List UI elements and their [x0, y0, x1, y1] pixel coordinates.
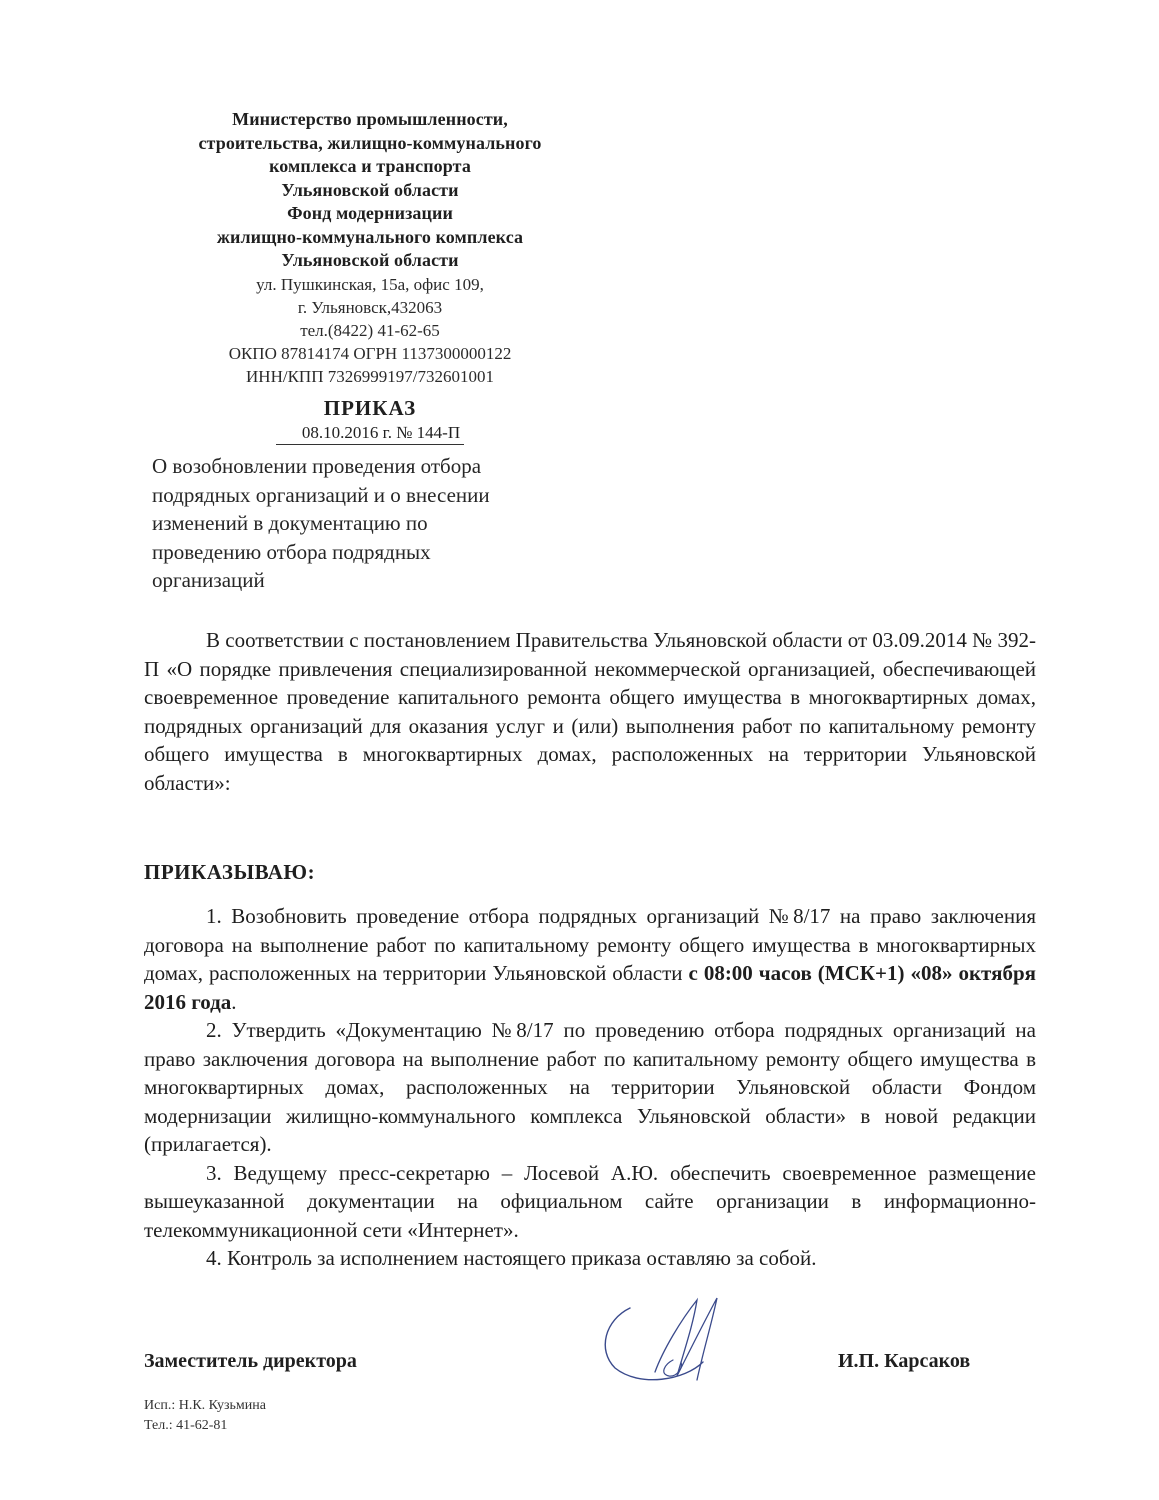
subject-line: организаций	[152, 568, 265, 592]
executor-phone: Тел.: 41-62-81	[144, 1418, 228, 1433]
letterhead	[160, 108, 580, 445]
org-line-1: Министерство промышленности,	[232, 109, 508, 129]
subject-line: подрядных организаций и о внесении	[152, 482, 490, 507]
address-line-1: ул. Пушкинская, 15а, офис 109,	[256, 274, 484, 294]
item-1-end: .	[231, 989, 237, 1014]
order-title: ПРИКАЗ	[323, 395, 417, 420]
intro-section	[144, 626, 1036, 797]
order-item-4: 4. Контроль за исполнением настоящего приказа оставляю за собой.	[206, 1246, 817, 1270]
order-item-3: 3. Ведущему пресс-секретарю – Лосевой А.Ю. обеспечить своевременное размещение вышеуказанной документации на официальном сайте организации в информационно-телекоммуникационной сети «Интернет».	[144, 1160, 1036, 1242]
subject-line: изменений в документацию по	[152, 511, 428, 535]
org-line-2: строительства, жилищно-коммунального	[198, 132, 542, 153]
order-subject	[152, 452, 572, 595]
item-1-date: с 08:00 часов (МСК+1) «08» октября 2016 года	[144, 961, 1036, 1014]
item-1-text: 1. Возобновить проведение отбора подрядных организаций №8/17 на право заключения договора на выполнение работ по капитальному ремонту общего имущества в многоквартирных домах, расположенных на территории Ульяновской области	[144, 904, 1036, 985]
intro-paragraph: В соответствии с постановлением Правительства Ульяновской области от 03.09.2014 № 392-П «О порядке привлечения специализированной некоммерческой организацией, обеспечивающей своевременное проведение капитального ремонта общего имущества в многоквартирных домах, подрядных организаций для оказания услуг и (или) выполнения работ по капитальному ремонту общего имущества в многоквартирных домах, расположенных на территории Ульяновской области»:	[144, 628, 1036, 795]
phone-line: тел.(8422) 41-62-65	[300, 320, 440, 340]
order-items	[144, 902, 1036, 1273]
order-item-2: 2. Утвердить «Документацию №8/17 по проведению отбора подрядных организаций на право заключения договора на выполнение работ по капитальному ремонту общего имущества в многоквартирных домах, расположенных на территории Ульяновской области Фондом модернизации жилищно-коммунального комплекса Ульяновской области» в новой редакции (прилагается).	[144, 1018, 1036, 1156]
org-line-6: жилищно-коммунального комплекса	[216, 226, 524, 247]
executor-info	[144, 1396, 266, 1436]
signatory-position: Заместитель директора	[144, 1350, 357, 1372]
org-line-3: комплекса и транспорта	[269, 156, 471, 176]
handwritten-signature	[585, 1280, 755, 1400]
org-line-7: Ульяновской области	[281, 250, 459, 270]
order-heading: ПРИКАЗЫВАЮ:	[144, 860, 316, 884]
org-line-5: Фонд модернизации	[287, 203, 453, 223]
okpo-ogrn-line: ОКПО 87814174 ОГРН 1137300000122	[228, 343, 512, 363]
signatory-name: И.П. Карсаков	[838, 1350, 971, 1372]
subject-line: О возобновлении проведения отбора	[152, 454, 482, 478]
address-line-2: г. Ульяновск,432063	[297, 297, 443, 317]
order-date-number: 08.10.2016 г. № 144-П	[276, 422, 464, 445]
order-item-1	[144, 902, 1036, 1016]
executor-name: Исп.: Н.К. Кузьмина	[144, 1398, 266, 1413]
inn-kpp-line: ИНН/КПП 7326999197/732601001	[246, 366, 494, 386]
subject-line: проведению отбора подрядных	[152, 539, 431, 564]
org-line-4: Ульяновской области	[281, 179, 459, 200]
